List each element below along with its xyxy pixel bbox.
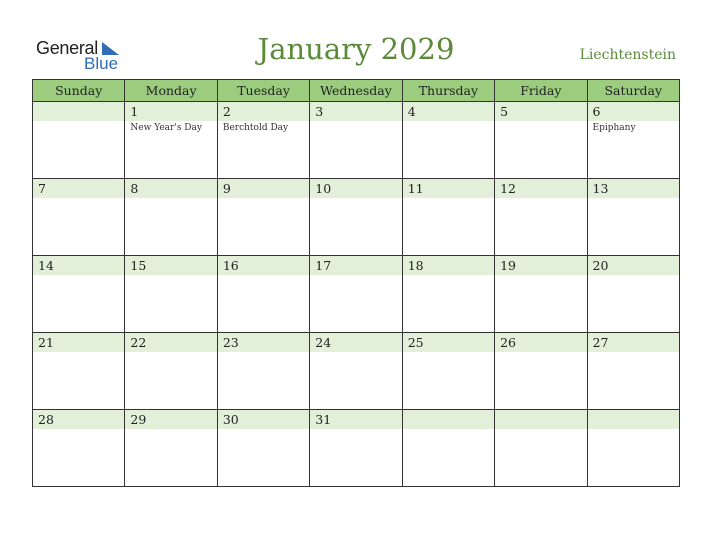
day-cell <box>125 333 217 410</box>
holiday-label: Epiphany <box>592 123 636 133</box>
day-number-band <box>33 333 124 352</box>
day-cell <box>33 102 125 179</box>
weekday-header-row <box>33 80 680 102</box>
day-number: 30 <box>222 412 239 427</box>
day-cell <box>217 333 309 410</box>
day-number-band <box>310 256 401 275</box>
day-number-band <box>33 410 124 429</box>
day-number-band <box>403 410 494 429</box>
day-cell <box>33 410 125 487</box>
day-number: 22 <box>130 335 147 350</box>
logo-blue-text: Blue <box>84 54 119 73</box>
calendar-grid <box>32 79 680 487</box>
day-number-band <box>588 333 679 352</box>
day-number-band <box>218 333 309 352</box>
day-cell <box>495 410 587 487</box>
day-number-band <box>310 410 401 429</box>
day-number-band <box>495 410 586 429</box>
day-cell <box>402 102 494 179</box>
day-cell <box>402 333 494 410</box>
day-number: 18 <box>407 258 424 273</box>
day-number: 3 <box>315 104 324 119</box>
day-cell <box>495 333 587 410</box>
day-number: 7 <box>38 181 46 196</box>
day-number-band <box>125 256 216 275</box>
day-cell <box>217 102 309 179</box>
day-number-band <box>588 410 679 429</box>
day-cell <box>587 333 679 410</box>
day-number: 1 <box>130 104 139 119</box>
day-cell <box>587 256 679 333</box>
day-number-band <box>495 333 586 352</box>
day-cell <box>587 410 679 487</box>
weekday-thursday: Thursday <box>402 80 494 102</box>
day-number: 2 <box>222 104 231 119</box>
day-number-band <box>125 333 216 352</box>
day-number-band <box>403 179 494 198</box>
day-number: 15 <box>130 258 147 273</box>
day-number-band <box>218 102 309 121</box>
holiday-label: New Year's Day <box>130 123 202 133</box>
day-number: 31 <box>315 412 332 427</box>
week-row <box>33 179 680 256</box>
day-cell <box>125 410 217 487</box>
day-cell <box>33 256 125 333</box>
day-cell <box>125 179 217 256</box>
day-number-band <box>495 179 586 198</box>
day-cell <box>217 179 309 256</box>
day-number-band <box>218 256 309 275</box>
day-cell <box>402 179 494 256</box>
weekday-saturday: Saturday <box>587 80 679 102</box>
day-cell <box>217 410 309 487</box>
day-number-band <box>218 179 309 198</box>
day-number: 23 <box>222 335 239 350</box>
week-row <box>33 410 680 487</box>
day-number: 28 <box>38 412 54 427</box>
weekday-wednesday: Wednesday <box>310 80 402 102</box>
week-row <box>33 333 680 410</box>
day-number: 17 <box>315 258 332 273</box>
day-cell <box>33 333 125 410</box>
day-number: 26 <box>500 335 517 350</box>
day-cell <box>495 256 587 333</box>
day-cell <box>402 256 494 333</box>
week-row <box>33 256 680 333</box>
day-number: 8 <box>130 181 139 196</box>
logo-general-text: General <box>36 38 98 58</box>
day-number: 11 <box>407 181 424 196</box>
day-cell <box>125 102 217 179</box>
holiday-label: Berchtold Day <box>222 123 289 133</box>
day-number-band <box>403 256 494 275</box>
day-number: 19 <box>500 258 517 273</box>
day-number: 9 <box>222 181 231 196</box>
day-number: 29 <box>130 412 147 427</box>
day-number-band <box>588 102 679 121</box>
country-label: Liechtenstein <box>579 47 676 63</box>
day-number-band <box>125 102 216 121</box>
day-number-band <box>403 102 494 121</box>
day-cell <box>587 179 679 256</box>
day-number <box>495 410 586 412</box>
day-cell <box>33 179 125 256</box>
day-number-band <box>125 179 216 198</box>
day-cell <box>125 256 217 333</box>
day-number-band <box>310 333 401 352</box>
day-number-band <box>495 102 586 121</box>
day-cell <box>402 410 494 487</box>
day-number <box>403 410 494 412</box>
weekday-tuesday: Tuesday <box>217 80 309 102</box>
day-number: 20 <box>592 258 609 273</box>
day-number: 13 <box>592 181 609 196</box>
day-cell <box>310 179 402 256</box>
day-number-band <box>33 102 124 121</box>
day-number: 10 <box>315 181 332 196</box>
day-number-band <box>125 410 216 429</box>
day-number-band <box>403 333 494 352</box>
calendar-title: January 2029 <box>257 32 455 66</box>
day-number: 6 <box>592 104 601 119</box>
day-cell <box>495 179 587 256</box>
weekday-friday: Friday <box>495 80 587 102</box>
day-number: 16 <box>222 258 239 273</box>
day-number: 25 <box>407 335 424 350</box>
day-number <box>588 410 679 412</box>
day-number-band <box>310 102 401 121</box>
day-number: 27 <box>592 335 609 350</box>
day-number: 4 <box>407 104 416 119</box>
day-number <box>33 102 124 104</box>
weekday-monday: Monday <box>125 80 217 102</box>
day-number-band <box>218 410 309 429</box>
day-number-band <box>33 256 124 275</box>
day-number-band <box>495 256 586 275</box>
day-number-band <box>310 179 401 198</box>
day-number: 24 <box>315 335 332 350</box>
day-cell <box>310 102 402 179</box>
day-cell <box>310 333 402 410</box>
day-cell <box>310 256 402 333</box>
day-number-band <box>33 179 124 198</box>
weekday-sunday: Sunday <box>33 80 125 102</box>
day-number-band <box>588 179 679 198</box>
day-number: 21 <box>38 335 54 350</box>
day-number: 12 <box>500 181 517 196</box>
day-cell <box>310 410 402 487</box>
day-cell <box>495 102 587 179</box>
day-cell <box>217 256 309 333</box>
day-number-band <box>588 256 679 275</box>
week-row <box>33 102 680 179</box>
day-cell <box>587 102 679 179</box>
day-number: 14 <box>38 258 54 273</box>
day-number: 5 <box>500 104 509 119</box>
